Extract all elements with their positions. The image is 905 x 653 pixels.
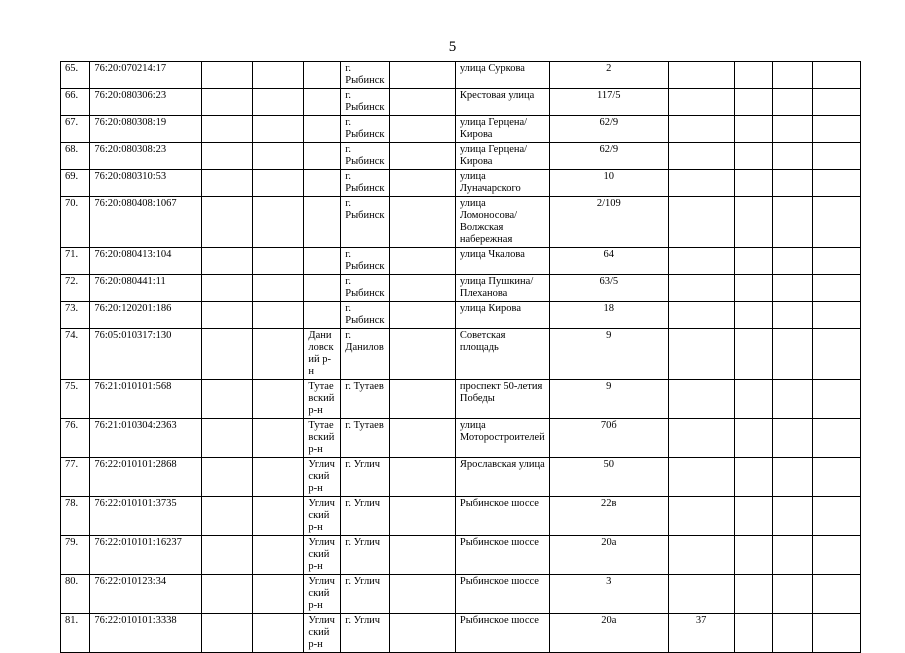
street: улица Герцена/Кирова <box>455 143 549 170</box>
empty-cell <box>252 380 304 419</box>
extra-value <box>668 497 734 536</box>
table-row <box>61 575 905 614</box>
street: Рыбинское шоссе <box>455 614 549 653</box>
table-row <box>61 89 905 116</box>
house-number: 22в <box>549 497 668 536</box>
city: г. Рыбинск <box>341 62 389 89</box>
street: улица Пушкина/Плеханова <box>455 275 549 302</box>
house-number: 50 <box>549 458 668 497</box>
empty-cell <box>252 248 304 275</box>
city: г. Рыбинск <box>341 248 389 275</box>
empty-cell <box>773 497 813 536</box>
street: улица Моторостроителей <box>455 419 549 458</box>
empty-cell <box>202 62 253 89</box>
row-number: 78. <box>61 497 90 536</box>
empty-cell <box>734 614 772 653</box>
row-number: 66. <box>61 89 90 116</box>
empty-cell <box>773 575 813 614</box>
empty-cell <box>202 143 253 170</box>
house-number: 2 <box>549 62 668 89</box>
house-number: 63/5 <box>549 275 668 302</box>
city: г. Тутаев <box>341 419 389 458</box>
extra-value <box>668 248 734 275</box>
cadastral-number: 76:20:080408:1067 <box>90 197 202 248</box>
row-number: 79. <box>61 536 90 575</box>
empty-cell <box>813 302 861 329</box>
extra-value <box>668 536 734 575</box>
extra-value <box>668 329 734 380</box>
street: Рыбинское шоссе <box>455 536 549 575</box>
empty-cell <box>202 89 253 116</box>
row-number: 81. <box>61 614 90 653</box>
cadastral-number: 76:22:010101:16237 <box>90 536 202 575</box>
house-number: 117/5 <box>549 89 668 116</box>
empty-cell <box>734 170 772 197</box>
empty-cell <box>389 458 455 497</box>
table-row <box>61 170 905 197</box>
empty-cell <box>389 380 455 419</box>
empty-cell <box>773 62 813 89</box>
empty-cell <box>813 197 861 248</box>
cadastral-number: 76:20:080308:23 <box>90 143 202 170</box>
cadastral-number: 76:05:010317:130 <box>90 329 202 380</box>
table-row <box>61 248 905 275</box>
empty-cell <box>773 458 813 497</box>
street: улица Кирова <box>455 302 549 329</box>
empty-cell <box>813 62 861 89</box>
street: Крестовая улица <box>455 89 549 116</box>
row-number: 69. <box>61 170 90 197</box>
city: г. Углич <box>341 458 389 497</box>
house-number: 10 <box>549 170 668 197</box>
empty-cell <box>389 419 455 458</box>
empty-cell <box>773 248 813 275</box>
empty-cell <box>252 62 304 89</box>
house-number: 64 <box>549 248 668 275</box>
table-row <box>61 419 905 458</box>
empty-cell <box>813 536 861 575</box>
city: г. Тутаев <box>341 380 389 419</box>
house-number: 62/9 <box>549 116 668 143</box>
empty-cell <box>252 116 304 143</box>
row-number: 74. <box>61 329 90 380</box>
empty-cell <box>389 62 455 89</box>
cadastral-number: 76:22:010101:2868 <box>90 458 202 497</box>
cadastral-number: 76:20:080413:104 <box>90 248 202 275</box>
district: Угличский р-н <box>304 536 341 575</box>
extra-value <box>668 143 734 170</box>
empty-cell <box>813 170 861 197</box>
row-number: 71. <box>61 248 90 275</box>
district <box>304 248 341 275</box>
empty-cell <box>252 143 304 170</box>
empty-cell <box>813 329 861 380</box>
empty-cell <box>773 329 813 380</box>
empty-cell <box>773 302 813 329</box>
empty-cell <box>389 536 455 575</box>
city: г. Рыбинск <box>341 89 389 116</box>
row-number: 72. <box>61 275 90 302</box>
empty-cell <box>734 62 772 89</box>
extra-value <box>668 380 734 419</box>
row-number: 73. <box>61 302 90 329</box>
empty-cell <box>734 302 772 329</box>
empty-cell <box>252 536 304 575</box>
city: г. Рыбинск <box>341 197 389 248</box>
row-number: 80. <box>61 575 90 614</box>
district: Тутаевский р-н <box>304 380 341 419</box>
empty-cell <box>773 197 813 248</box>
district: Даниловский р-н <box>304 329 341 380</box>
table-row <box>61 614 905 653</box>
street: проспект 50-летия Победы <box>455 380 549 419</box>
table-row <box>61 143 905 170</box>
district: Угличский р-н <box>304 458 341 497</box>
empty-cell <box>389 497 455 536</box>
house-number: 18 <box>549 302 668 329</box>
city: г. Рыбинск <box>341 170 389 197</box>
cadastral-number: 76:20:070214:17 <box>90 62 202 89</box>
district: Угличский р-н <box>304 575 341 614</box>
cadastral-number: 76:20:120201:186 <box>90 302 202 329</box>
empty-cell <box>252 197 304 248</box>
empty-cell <box>734 116 772 143</box>
empty-cell <box>202 536 253 575</box>
empty-cell <box>252 89 304 116</box>
empty-cell <box>813 614 861 653</box>
district <box>304 302 341 329</box>
empty-cell <box>734 248 772 275</box>
empty-cell <box>389 248 455 275</box>
city: г. Рыбинск <box>341 302 389 329</box>
empty-cell <box>252 302 304 329</box>
empty-cell <box>252 170 304 197</box>
district <box>304 275 341 302</box>
row-number: 70. <box>61 197 90 248</box>
cadastral-number: 76:22:010123:34 <box>90 575 202 614</box>
empty-cell <box>773 275 813 302</box>
house-number: 62/9 <box>549 143 668 170</box>
street: Рыбинское шоссе <box>455 575 549 614</box>
row-number: 75. <box>61 380 90 419</box>
empty-cell <box>202 380 253 419</box>
empty-cell <box>252 458 304 497</box>
empty-cell <box>773 89 813 116</box>
district <box>304 197 341 248</box>
extra-value <box>668 575 734 614</box>
empty-cell <box>813 116 861 143</box>
empty-cell <box>813 380 861 419</box>
extra-value <box>668 170 734 197</box>
row-number: 67. <box>61 116 90 143</box>
city: г. Рыбинск <box>341 275 389 302</box>
city: г. Углич <box>341 497 389 536</box>
row-number: 65. <box>61 62 90 89</box>
empty-cell <box>202 170 253 197</box>
table-row <box>61 62 905 89</box>
district: Угличский р-н <box>304 614 341 653</box>
street: улица Суркова <box>455 62 549 89</box>
empty-cell <box>202 575 253 614</box>
cadastral-number: 76:22:010101:3338 <box>90 614 202 653</box>
empty-cell <box>202 419 253 458</box>
table-row <box>61 458 905 497</box>
table-row <box>61 275 905 302</box>
district: Угличский р-н <box>304 497 341 536</box>
empty-cell <box>252 329 304 380</box>
empty-cell <box>813 419 861 458</box>
extra-value: 37 <box>668 614 734 653</box>
empty-cell <box>773 170 813 197</box>
empty-cell <box>773 419 813 458</box>
extra-value <box>668 458 734 497</box>
empty-cell <box>202 197 253 248</box>
empty-cell <box>202 116 253 143</box>
empty-cell <box>813 143 861 170</box>
empty-cell <box>389 275 455 302</box>
empty-cell <box>202 458 253 497</box>
empty-cell <box>252 275 304 302</box>
street: Рыбинское шоссе <box>455 497 549 536</box>
empty-cell <box>813 458 861 497</box>
extra-value <box>668 62 734 89</box>
street: улица Чкалова <box>455 248 549 275</box>
city: г. Углич <box>341 536 389 575</box>
cadastral-number: 76:20:080306:23 <box>90 89 202 116</box>
extra-value <box>668 89 734 116</box>
registry-body <box>61 62 905 653</box>
empty-cell <box>389 614 455 653</box>
district <box>304 143 341 170</box>
empty-cell <box>734 275 772 302</box>
empty-cell <box>813 248 861 275</box>
city: г. Рыбинск <box>341 116 389 143</box>
empty-cell <box>734 380 772 419</box>
registry-table <box>60 61 905 653</box>
table-row <box>61 197 905 248</box>
district <box>304 62 341 89</box>
empty-cell <box>389 197 455 248</box>
empty-cell <box>773 536 813 575</box>
city: г. Данилов <box>341 329 389 380</box>
street: Советская площадь <box>455 329 549 380</box>
empty-cell <box>202 614 253 653</box>
district <box>304 116 341 143</box>
extra-value <box>668 275 734 302</box>
empty-cell <box>734 419 772 458</box>
empty-cell <box>773 380 813 419</box>
house-number: 3 <box>549 575 668 614</box>
house-number: 70б <box>549 419 668 458</box>
street: улица Луначарского <box>455 170 549 197</box>
empty-cell <box>734 143 772 170</box>
district: Тутаевский р-н <box>304 419 341 458</box>
empty-cell <box>252 575 304 614</box>
empty-cell <box>773 143 813 170</box>
street: улица Герцена/Кирова <box>455 116 549 143</box>
table-row <box>61 380 905 419</box>
empty-cell <box>202 497 253 536</box>
empty-cell <box>252 419 304 458</box>
table-row <box>61 497 905 536</box>
cadastral-number: 76:20:080441:11 <box>90 275 202 302</box>
empty-cell <box>389 143 455 170</box>
empty-cell <box>813 575 861 614</box>
table-row <box>61 302 905 329</box>
house-number: 2/109 <box>549 197 668 248</box>
empty-cell <box>734 89 772 116</box>
cadastral-number: 76:21:010101:568 <box>90 380 202 419</box>
extra-value <box>668 302 734 329</box>
cadastral-number: 76:22:010101:3735 <box>90 497 202 536</box>
page-number: 5 <box>448 39 457 55</box>
table-row <box>61 329 905 380</box>
street: Ярославская улица <box>455 458 549 497</box>
empty-cell <box>734 458 772 497</box>
empty-cell <box>773 116 813 143</box>
empty-cell <box>734 536 772 575</box>
empty-cell <box>202 329 253 380</box>
extra-value <box>668 116 734 143</box>
empty-cell <box>202 302 253 329</box>
table-row <box>61 536 905 575</box>
empty-cell <box>734 497 772 536</box>
empty-cell <box>389 302 455 329</box>
row-number: 77. <box>61 458 90 497</box>
cadastral-number: 76:20:080308:19 <box>90 116 202 143</box>
extra-value <box>668 197 734 248</box>
row-number: 76. <box>61 419 90 458</box>
empty-cell <box>813 275 861 302</box>
empty-cell <box>734 329 772 380</box>
table-row <box>61 116 905 143</box>
empty-cell <box>734 575 772 614</box>
empty-cell <box>202 248 253 275</box>
empty-cell <box>389 329 455 380</box>
empty-cell <box>773 614 813 653</box>
cadastral-number: 76:20:080310:53 <box>90 170 202 197</box>
street: улица Ломоносова/Волжская набережная <box>455 197 549 248</box>
empty-cell <box>813 89 861 116</box>
row-number: 68. <box>61 143 90 170</box>
district <box>304 89 341 116</box>
empty-cell <box>734 197 772 248</box>
city: г. Углич <box>341 614 389 653</box>
empty-cell <box>202 275 253 302</box>
empty-cell <box>252 614 304 653</box>
empty-cell <box>813 497 861 536</box>
city: г. Углич <box>341 575 389 614</box>
cadastral-number: 76:21:010304:2363 <box>90 419 202 458</box>
city: г. Рыбинск <box>341 143 389 170</box>
house-number: 9 <box>549 329 668 380</box>
extra-value <box>668 419 734 458</box>
house-number: 20а <box>549 536 668 575</box>
empty-cell <box>389 170 455 197</box>
district <box>304 170 341 197</box>
empty-cell <box>389 575 455 614</box>
house-number: 20а <box>549 614 668 653</box>
empty-cell <box>389 89 455 116</box>
house-number: 9 <box>549 380 668 419</box>
empty-cell <box>389 116 455 143</box>
empty-cell <box>252 497 304 536</box>
